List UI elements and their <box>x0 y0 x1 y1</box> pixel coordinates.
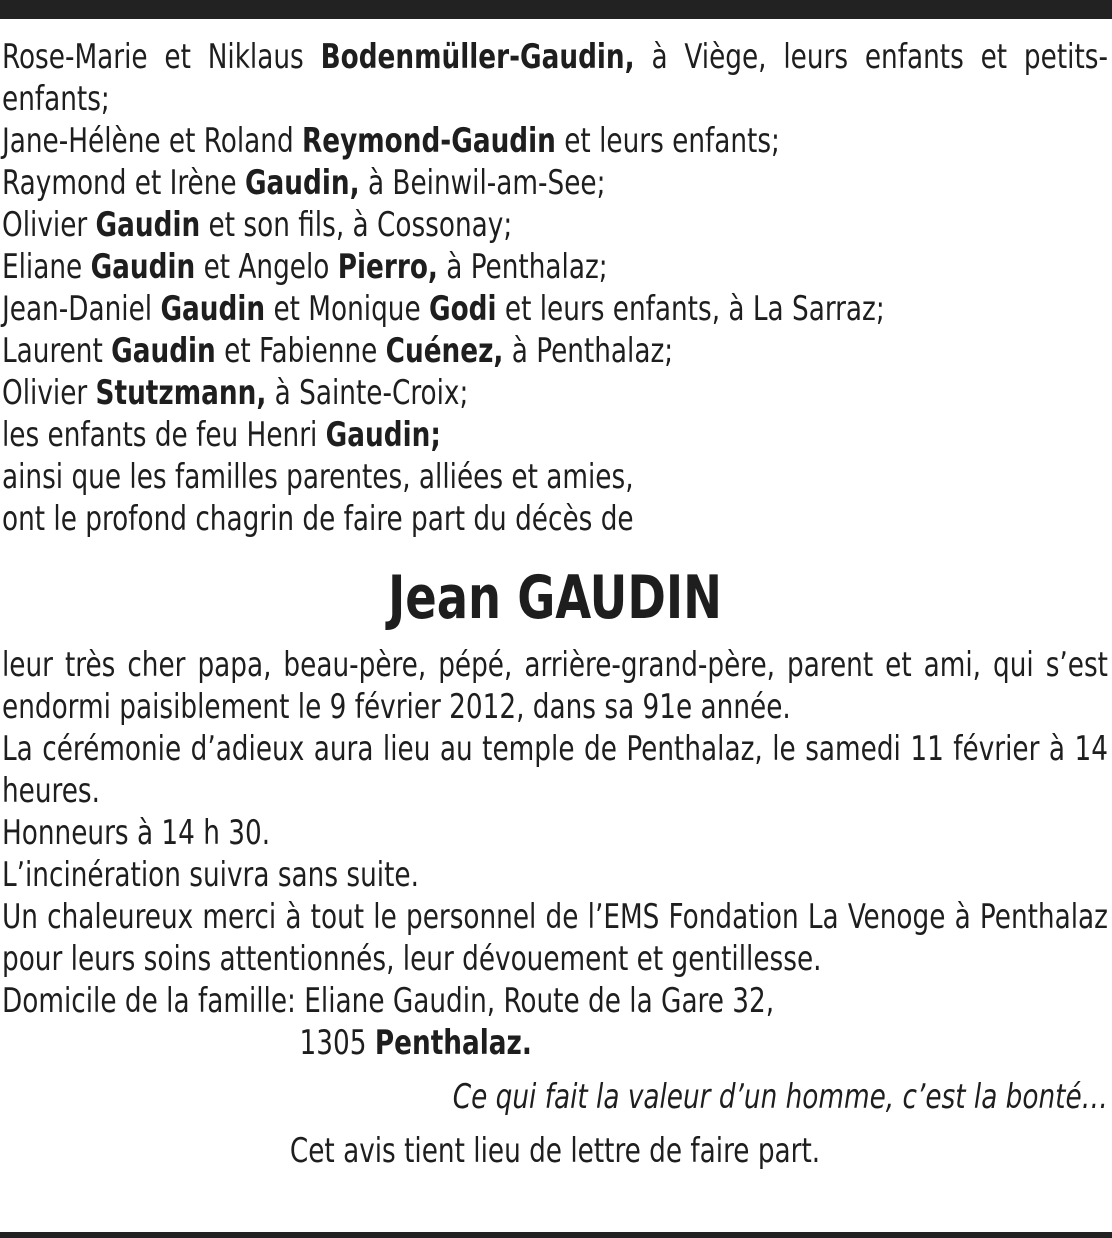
domicile-postcode: 1305 <box>299 1023 375 1063</box>
family-line-6: Jean-Daniel Gaudin et Monique Godi et leurs enfants, à La Sarraz; <box>2 289 885 329</box>
body-paragraph-tribute: leur très cher papa, beau-père, pépé, arrière-grand-père, parent et ami, qui s’est endormi paisiblement le 9 février 2012, dans sa 91e année. <box>2 645 1108 727</box>
closing-note: Cet avis tient lieu de lettre de faire part. <box>289 1131 821 1171</box>
family-line-2: Jane-Hélène et Roland Reymond-Gaudin et leurs enfants; <box>2 121 780 161</box>
domicile-town-line <box>2 1022 1108 1064</box>
family-surname: Gaudin <box>160 289 266 329</box>
family-surname: Bodenmüller-Gaudin, <box>320 37 635 77</box>
family-line-4: Olivier Gaudin et son fils, à Cossonay; <box>2 205 513 245</box>
family-line-5: Eliane Gaudin et Angelo Pierro, à Penthalaz; <box>2 247 608 287</box>
family-surname: Gaudin <box>90 247 196 287</box>
obituary-notice <box>2 36 1108 1172</box>
body-paragraph-honours: Honneurs à 14 h 30. <box>2 813 271 853</box>
family-surname: Stutzmann, <box>95 373 267 413</box>
quote: Ce qui fait la valeur d’un homme, c’est la bonté… <box>452 1077 1108 1117</box>
family-surname: Gaudin <box>111 331 216 371</box>
family-surname: Godi <box>429 289 497 329</box>
family-line-1: Rose-Marie et Niklaus Bodenmüller-Gaudin, à Viège, leurs enfants et petits-enfants; <box>2 37 1108 119</box>
family-line-11: ont le profond chagrin de faire part du décès de <box>2 499 634 539</box>
domicile-address: Eliane Gaudin, Route de la Gare 32, <box>304 981 775 1021</box>
notice-text-block <box>2 36 1108 1172</box>
bottom-rule <box>0 1232 1112 1238</box>
body-paragraph-thanks: Un chaleureux merci à tout le personnel de l’EMS Fondation La Venoge à Penthalaz pour leurs soins attentionnés, leur dévouement et gentillesse. <box>2 897 1108 979</box>
family-surname: Pierro, <box>337 247 438 287</box>
domicile-line <box>2 980 1108 1022</box>
body-paragraph-cremation: L’incinération suivra sans suite. <box>2 855 419 895</box>
family-line-9: les enfants de feu Henri Gaudin; <box>2 415 441 455</box>
body-paragraph-ceremony: La cérémonie d’adieux aura lieu au temple de Penthalaz, le samedi 11 février à 14 heures. <box>2 729 1108 811</box>
family-surname: Gaudin, <box>244 163 360 203</box>
family-line-7: Laurent Gaudin et Fabienne Cuénez, à Penthalaz; <box>2 331 674 371</box>
domicile-label: Domicile de la famille: <box>2 981 305 1021</box>
family-line-3: Raymond et Irène Gaudin, à Beinwil-am-See; <box>2 163 606 203</box>
family-surname: Cuénez, <box>385 331 504 371</box>
family-surname: Gaudin; <box>325 415 441 455</box>
family-line-10: ainsi que les familles parentes, alliées et amies, <box>2 457 634 497</box>
deceased-name: Jean GAUDIN <box>387 563 723 633</box>
domicile-town: Penthalaz. <box>374 1023 532 1063</box>
family-surname: Gaudin <box>95 205 201 245</box>
top-rule <box>0 0 1112 19</box>
family-line-8: Olivier Stutzmann, à Sainte-Croix; <box>2 373 469 413</box>
family-surname: Reymond-Gaudin <box>302 121 556 161</box>
